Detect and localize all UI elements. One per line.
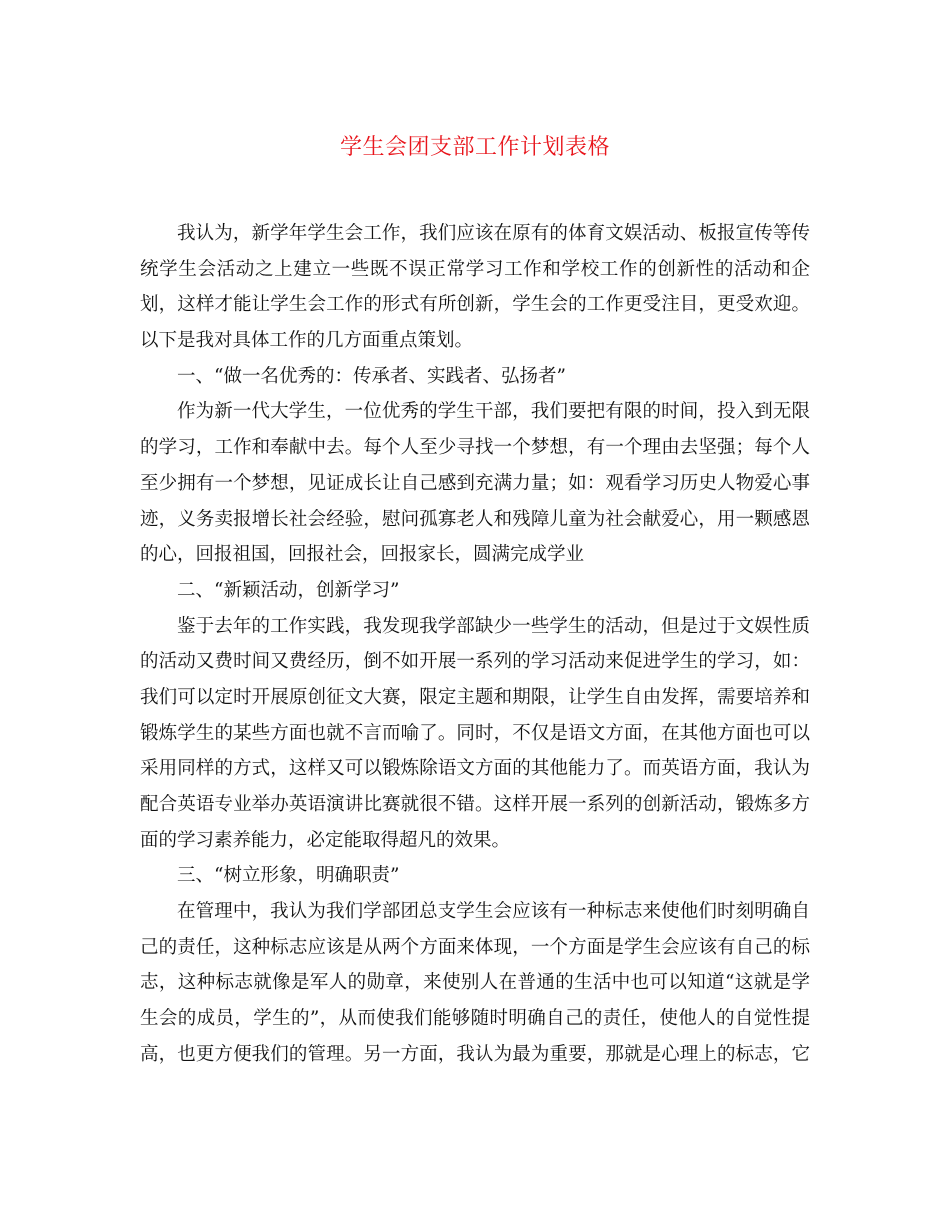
paragraph-line: 统学生会活动之上建立一些既不误正常学习工作和学校工作的创新性的活动和企 xyxy=(140,258,810,280)
paragraph-line: 面的学习素养能力，必定能取得超凡的效果。 xyxy=(140,829,511,851)
section-heading: 二、“新颖活动，创新学习” xyxy=(177,579,400,601)
paragraph-line: 志，这种标志就像是军人的勋章，来使别人在普通的生活中也可以知道“这就是学 xyxy=(140,972,810,994)
document-body xyxy=(140,216,810,1073)
paragraph-line: 以下是我对具体工作的几方面重点策划。 xyxy=(140,330,474,352)
paragraph-line: 的心，回报祖国，回报社会，回报家长，圆满完成学业 xyxy=(140,544,585,566)
paragraph-line: 我们可以定时开展原创征文大赛，限定主题和期限，让学生自由发挥，需要培养和 xyxy=(140,686,810,708)
section-heading: 一、“做一名优秀的：传承者、实践者、弘扬者” xyxy=(177,365,566,387)
paragraph-line: 在管理中，我认为我们学部团总支学生会应该有一种标志来使他们时刻明确自 xyxy=(177,901,810,923)
paragraph-line: 划，这样才能让学生会工作的形式有所创新，学生会的工作更受注目，更受欢迎。 xyxy=(140,294,810,316)
paragraph-line: 锻炼学生的某些方面也就不言而喻了。同时，不仅是语文方面，在其他方面也可以 xyxy=(140,722,810,744)
paragraph-line: 的学习，工作和奉献中去。每个人至少寻找一个梦想，有一个理由去坚强；每个人 xyxy=(140,437,810,459)
paragraph-line: 的活动又费时间又费经历，倒不如开展一系列的学习活动来促进学生的学习，如： xyxy=(140,651,810,673)
paragraph-line: 生会的成员，学生的”，从而使我们能够随时明确自己的责任，使他人的自觉性提 xyxy=(140,1008,810,1030)
paragraph-line: 迹，义务卖报增长社会经验，慰问孤寡老人和残障儿童为社会献爱心，用一颗感恩 xyxy=(140,508,810,530)
document-title: 学生会团支部工作计划表格 xyxy=(339,135,610,160)
section-heading: 三、“树立形象，明确职责” xyxy=(177,865,400,887)
paragraph-line: 至少拥有一个梦想，见证成长让自己感到充满力量；如：观看学习历史人物爱心事 xyxy=(140,472,810,494)
paragraph-line: 己的责任，这种标志应该是从两个方面来体现，一个方面是学生会应该有自己的标 xyxy=(140,936,810,958)
paragraph-line: 作为新一代大学生，一位优秀的学生干部，我们要把有限的时间，投入到无限 xyxy=(177,401,810,423)
paragraph-line: 我认为，新学年学生会工作，我们应该在原有的体育文娱活动、板报宣传等传 xyxy=(177,223,810,244)
paragraph-line: 高，也更方便我们的管理。另一方面，我认为最为重要，那就是心理上的标志，它 xyxy=(140,1043,810,1065)
paragraph-line: 鉴于去年的工作实践，我发现我学部缺少一些学生的活动，但是过于文娱性质 xyxy=(177,615,810,637)
paragraph-line: 采用同样的方式，这样又可以锻炼除语文方面的其他能力了。而英语方面，我认为 xyxy=(140,758,810,780)
paragraph-line: 配合英语专业举办英语演讲比赛就很不错。这样开展一系列的创新活动，锻炼多方 xyxy=(140,794,810,815)
